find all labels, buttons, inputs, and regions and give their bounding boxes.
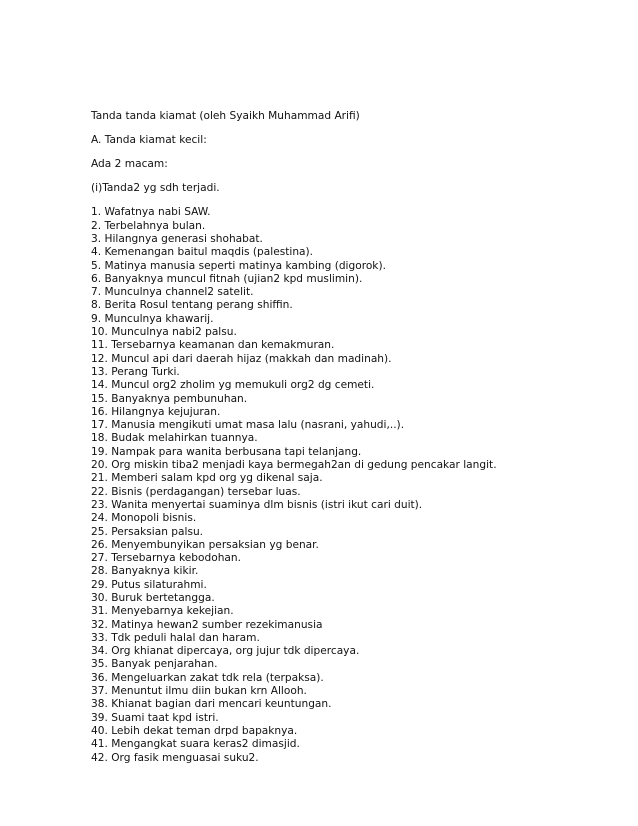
list-item: 39. Suami taat kpd istri. — [91, 711, 219, 724]
list-item: 19. Nampak para wanita berbusana tapi telanjang. — [91, 445, 362, 458]
list-item: 28. Banyaknya kikir. — [91, 565, 199, 578]
list-item: 11. Tersebarnya keamanan dan kemakmuran. — [91, 339, 335, 352]
list-item: 5. Matinya manusia seperti matinya kambing (digorok). — [91, 259, 386, 272]
list-item: 36. Mengeluarkan zakat tdk rela (terpaksa). — [91, 671, 324, 684]
list-item: 13. Perang Turki. — [91, 365, 180, 378]
subsection-heading-i: (i)Tanda2 yg sdh terjadi. — [91, 182, 220, 195]
list-item: 41. Mengangkat suara keras2 dimasjid. — [91, 738, 300, 751]
list-item: 2. Terbelahnya bulan. — [91, 219, 206, 232]
list-item: 31. Menyebarnya kekejian. — [91, 605, 234, 618]
list-item: 26. Menyembunyikan persaksian yg benar. — [91, 538, 319, 551]
list-item: 6. Banyaknya muncul fitnah (ujian2 kpd muslimin). — [91, 272, 363, 285]
list-item: 42. Org fasik menguasai suku2. — [91, 751, 259, 764]
list-item: 15. Banyaknya pembunuhan. — [91, 392, 248, 405]
intro-text: Ada 2 macam: — [91, 158, 168, 171]
list-item: 3. Hilangnya generasi shohabat. — [91, 232, 263, 245]
list-item: 9. Munculnya khawarij. — [91, 312, 214, 325]
list-item: 18. Budak melahirkan tuannya. — [91, 432, 258, 445]
list-item: 23. Wanita menyertai suaminya dlm bisnis (istri ikut cari duit). — [91, 498, 423, 511]
signs-list — [91, 206, 611, 764]
list-item: 38. Khianat bagian dari mencari keuntungan. — [91, 698, 332, 711]
list-item: 33. Tdk peduli halal dan haram. — [91, 631, 260, 644]
list-item: 35. Banyak penjarahan. — [91, 658, 218, 671]
list-item: 30. Buruk bertetangga. — [91, 591, 215, 604]
list-item: 16. Hilangnya kejujuran. — [91, 405, 221, 418]
list-item: 29. Putus silaturahmi. — [91, 578, 207, 591]
list-item: 20. Org miskin tiba2 menjadi kaya bermegah2an di gedung pencakar langit. — [91, 459, 497, 472]
list-item: 24. Monopoli bisnis. — [91, 512, 197, 525]
list-item: 8. Berita Rosul tentang perang shiffin. — [91, 299, 293, 312]
list-item: 37. Menuntut ilmu diin bukan krn Allooh. — [91, 685, 307, 698]
list-item: 4. Kemenangan baitul maqdis (palestina). — [91, 246, 314, 259]
document-content — [91, 110, 611, 765]
list-item: 7. Munculnya channel2 satelit. — [91, 286, 254, 299]
list-item: 25. Persaksian palsu. — [91, 525, 204, 538]
list-item: 40. Lebih dekat teman drpd bapaknya. — [91, 724, 298, 737]
list-item: 32. Matinya hewan2 sumber rezekimanusia — [91, 618, 323, 631]
list-item: 21. Memberi salam kpd org yg dikenal saja. — [91, 472, 323, 485]
list-item: 12. Muncul api dari daerah hijaz (makkah dan madinah). — [91, 352, 392, 365]
section-heading-a: A. Tanda kiamat kecil: — [91, 134, 207, 147]
list-item: 10. Munculnya nabi2 palsu. — [91, 326, 237, 339]
list-item: 14. Muncul org2 zholim yg memukuli org2 dg cemeti. — [91, 379, 375, 392]
list-item: 17. Manusia mengikuti umat masa lalu (nasrani, yahudi,..). — [91, 419, 405, 432]
list-item: 34. Org khianat dipercaya, org jujur tdk dipercaya. — [91, 645, 360, 658]
document-title: Tanda tanda kiamat (oleh Syaikh Muhammad Arifi) — [91, 110, 360, 122]
list-item: 27. Tersebarnya kebodohan. — [91, 552, 241, 565]
list-item: 1. Wafatnya nabi SAW. — [91, 206, 211, 219]
list-item: 22. Bisnis (perdagangan) tersebar luas. — [91, 485, 301, 498]
